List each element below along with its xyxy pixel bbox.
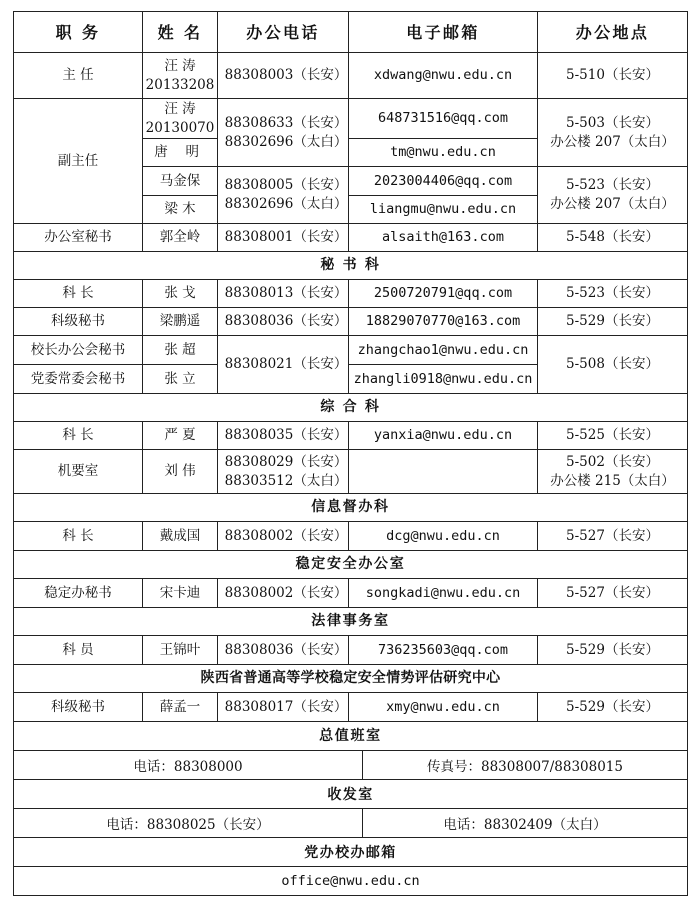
name-cell: 薛孟一: [143, 693, 218, 722]
table-row: [14, 751, 688, 780]
phone-cell: [218, 450, 349, 494]
table-row: [14, 422, 688, 450]
location-text: 5-523（长安）: [566, 177, 659, 193]
phone-text: 88308633（长安）: [224, 114, 348, 131]
email-cell[interactable]: yanxia@nwu.edu.cn: [349, 422, 538, 450]
table-row: [14, 53, 688, 99]
location-cell: 5-510（长安）: [538, 53, 688, 99]
role-cell: 党委常委会秘书: [14, 365, 143, 394]
name-cell: 戴成国: [143, 522, 218, 551]
phone-cell: 88308003（长安）: [218, 53, 349, 99]
email-cell: [349, 450, 538, 494]
section-title-mailroom: 收发室: [14, 780, 688, 809]
table-row: [14, 224, 688, 252]
table-row: [14, 809, 688, 838]
name-text: 20133208: [145, 76, 215, 93]
email-cell[interactable]: songkadi@nwu.edu.cn: [349, 579, 538, 608]
table-row: [14, 99, 688, 139]
table-row: [14, 280, 688, 308]
phone-cell: 88308001（长安）: [218, 224, 349, 252]
section-title-falv: 法律事务室: [14, 608, 688, 636]
email-cell[interactable]: 18829070770@163.com: [349, 308, 538, 336]
role-cell: 科 员: [14, 636, 143, 665]
role-cell: 科 长: [14, 522, 143, 551]
col-header-position: 职 务: [14, 12, 143, 53]
role-cell: 办公室秘书: [14, 224, 143, 252]
role-cell: 科级秘书: [14, 693, 143, 722]
location-cell: 5-529（长安）: [538, 636, 688, 665]
location-cell: 5-508（长安）: [538, 336, 688, 394]
name-cell: 严 夏: [143, 422, 218, 450]
location-cell: 5-529（长安）: [538, 308, 688, 336]
section-row: [14, 722, 688, 751]
role-cell: 科级秘书: [14, 308, 143, 336]
table-row: [14, 636, 688, 665]
location-cell: 5-523（长安）: [538, 280, 688, 308]
email-cell[interactable]: dcg@nwu.edu.cn: [349, 522, 538, 551]
phone-cell: [218, 167, 349, 224]
col-header-phone: 办公电话: [218, 12, 349, 53]
role-cell: 校长办公会秘书: [14, 336, 143, 365]
table-row: [14, 336, 688, 365]
location-text: 5-502（长安）: [566, 453, 659, 470]
table-row: [14, 867, 688, 896]
name-cell: 马金保: [143, 167, 218, 196]
section-row: [14, 780, 688, 809]
location-text: 5-503（长安）: [566, 114, 659, 131]
email-cell[interactable]: liangmu@nwu.edu.cn: [349, 196, 538, 224]
section-row: [14, 394, 688, 422]
location-cell: [538, 167, 688, 224]
phone-cell: 88308021（长安）: [218, 336, 349, 394]
phone-cell: 88308036（长安）: [218, 308, 349, 336]
phone-cell: 88308017（长安）: [218, 693, 349, 722]
directory-document: [13, 11, 687, 896]
section-row: [14, 608, 688, 636]
name-cell: 张 立: [143, 365, 218, 394]
section-row: [14, 551, 688, 579]
name-text: 汪 涛: [164, 57, 196, 74]
name-cell: 刘 伟: [143, 450, 218, 494]
location-cell: 5-529（长安）: [538, 693, 688, 722]
duty-phone: 电话：88308000: [14, 751, 363, 780]
mailroom-phone-changan: 电话：88308025（长安）: [14, 809, 363, 838]
table-row: [14, 522, 688, 551]
section-title-wending: 稳定安全办公室: [14, 551, 688, 579]
col-header-email: 电子邮箱: [349, 12, 538, 53]
email-cell[interactable]: xmy@nwu.edu.cn: [349, 693, 538, 722]
name-text: 20130070: [145, 119, 215, 136]
role-cell: 科 长: [14, 422, 143, 450]
location-text: 办公楼 207（太白）: [550, 196, 675, 212]
name-cell: 宋卡迪: [143, 579, 218, 608]
location-cell: 5-548（长安）: [538, 224, 688, 252]
email-cell[interactable]: 736235603@qq.com: [349, 636, 538, 665]
phone-cell: 88308036（长安）: [218, 636, 349, 665]
phone-text: 88308029（长安）: [224, 453, 348, 470]
phone-cell: 88308013（长安）: [218, 280, 349, 308]
phone-text: 88302696（太白）: [224, 133, 348, 150]
section-title-xinxi: 信息督办科: [14, 494, 688, 522]
name-cell: 梁 木: [143, 196, 218, 224]
location-cell: 5-527（长安）: [538, 579, 688, 608]
email-cell[interactable]: zhangli0918@nwu.edu.cn: [349, 365, 538, 394]
name-text: 汪 涛: [164, 100, 196, 117]
phone-cell: 88308002（长安）: [218, 522, 349, 551]
name-cell: 唐 明: [143, 139, 218, 167]
location-cell: 5-527（长安）: [538, 522, 688, 551]
contact-table: [13, 11, 688, 751]
role-cell: 科 长: [14, 280, 143, 308]
table-row: [14, 308, 688, 336]
name-cell: 梁鹏遥: [143, 308, 218, 336]
section-title-mishu: 秘 书 科: [14, 252, 688, 280]
role-cell: 机要室: [14, 450, 143, 494]
phone-cell: 88308035（长安）: [218, 422, 349, 450]
table-row: [14, 693, 688, 722]
location-text: 办公楼 207（太白）: [550, 133, 675, 150]
location-text: 办公楼 215（太白）: [550, 472, 675, 489]
header-row: [14, 12, 688, 53]
section-row: [14, 838, 688, 867]
phone-text: 88303512（太白）: [224, 472, 348, 489]
mailbox-email[interactable]: office@nwu.edu.cn: [14, 867, 688, 896]
location-cell: [538, 99, 688, 167]
phone-text: 88308005（长安）: [224, 177, 348, 193]
phone-cell: 88308002（长安）: [218, 579, 349, 608]
phone-text: 88302696（太白）: [224, 196, 348, 212]
name-cell: [143, 53, 218, 99]
phone-cell: [218, 99, 349, 167]
table-row: [14, 450, 688, 494]
col-header-location: 办公地点: [538, 12, 688, 53]
col-header-name: 姓 名: [143, 12, 218, 53]
section-title-center: 陕西省普通高等学校稳定安全情势评估研究中心: [14, 665, 688, 693]
email-cell[interactable]: tm@nwu.edu.cn: [349, 139, 538, 167]
duty-fax: 传真号：88308007/88308015: [363, 751, 688, 780]
email-cell[interactable]: 648731516@qq.com: [349, 99, 538, 139]
email-cell[interactable]: 2023004406@qq.com: [349, 167, 538, 196]
name-cell: 张 戈: [143, 280, 218, 308]
section-title-mailbox: 党办校办邮箱: [14, 838, 688, 867]
role-cell: 主 任: [14, 53, 143, 99]
name-cell: 张 超: [143, 336, 218, 365]
name-cell: 王锦叶: [143, 636, 218, 665]
section-row: [14, 494, 688, 522]
section-title-zonghe: 综 合 科: [14, 394, 688, 422]
role-cell: 副主任: [14, 99, 143, 224]
duty-table: [13, 751, 688, 896]
email-cell[interactable]: xdwang@nwu.edu.cn: [349, 53, 538, 99]
name-cell: 郭全岭: [143, 224, 218, 252]
location-cell: [538, 450, 688, 494]
section-title-duty: 总值班室: [14, 722, 688, 751]
location-cell: 5-525（长安）: [538, 422, 688, 450]
email-cell[interactable]: zhangchao1@nwu.edu.cn: [349, 336, 538, 365]
email-cell[interactable]: alsaith@163.com: [349, 224, 538, 252]
section-row: [14, 252, 688, 280]
mailroom-phone-taibai: 电话：88302409（太白）: [363, 809, 688, 838]
table-row: [14, 579, 688, 608]
role-cell: 稳定办秘书: [14, 579, 143, 608]
section-row: [14, 665, 688, 693]
email-cell[interactable]: 2500720791@qq.com: [349, 280, 538, 308]
name-cell: [143, 99, 218, 139]
